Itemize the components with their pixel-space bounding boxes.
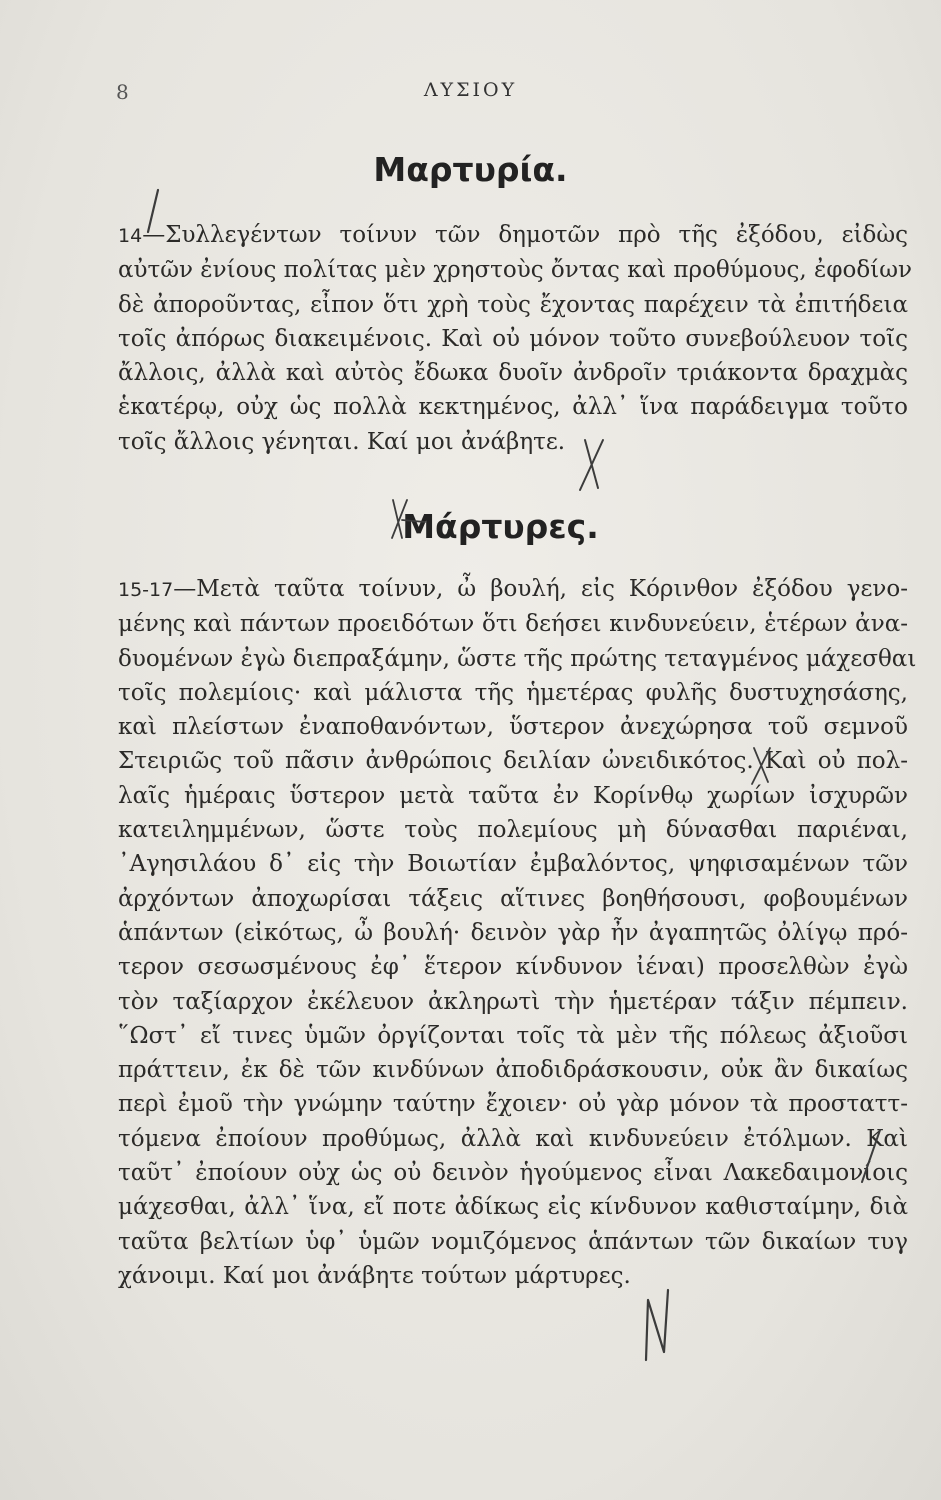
text-line: δυομένων ἐγὼ διεπραξάμην, ὥστε τῆς πρώτης τεταγμένος μάχεσθαι bbox=[118, 645, 917, 672]
text-line: πράττειν, ἐκ δὲ τῶν κινδύνων ἀποδιδράσκουσιν, οὐκ ἂν δικαίως bbox=[118, 1057, 908, 1084]
text-line: ταῦτα βελτίων ὑφ᾽ ὑμῶν νομιζόμενος ἁπάντων τῶν δικαίων τυγ bbox=[118, 1228, 908, 1255]
text-line: μένης καὶ πάντων προειδότων ὅτι δεήσει κινδυνεύειν, ἑτέρων ἀνα- bbox=[118, 611, 908, 638]
text-line: 15-17—Μετὰ ταῦτα τοίνυν, ὦ βουλή, εἰς Κόρινθον ἐξόδου γενο- bbox=[118, 576, 908, 602]
section-number: 14 bbox=[118, 225, 143, 247]
text-line: περὶ ἐμοῦ τὴν γνώμην ταύτην ἔχοιεν· οὐ γὰρ μόνον τὰ προσταττ- bbox=[118, 1091, 908, 1118]
text-line: δὲ ἀποροῦντας, εἶπον ὅτι χρὴ τοὺς ἔχοντας παρέχειν τὰ ἐπιτήδεια bbox=[118, 291, 908, 318]
text-line: καὶ πλείστων ἐναποθανόντων, ὕστερον ἀνεχώρησα τοῦ σεμνοῦ bbox=[118, 714, 908, 741]
text-line: τοῖς ἀπόρως διακειμένοις. Καὶ οὐ μόνον τοῦτο συνεβούλευον τοῖς bbox=[118, 325, 908, 352]
text-line: τὸν ταξίαρχον ἐκέλευον ἀκληρωτὶ τὴν ἡμετέραν τάξιν πέμπειν. bbox=[118, 988, 908, 1015]
pencil-n-mark bbox=[646, 1290, 668, 1360]
text-line: χάνοιμι. Καί μοι ἀνάβητε τούτων μάρτυρες. bbox=[118, 1262, 631, 1289]
text-line: ἀρχόντων ἀποχωρίσαι τάξεις αἵτινες βοηθήσουσι, φοβουμένων bbox=[118, 885, 908, 912]
paragraph-14 bbox=[118, 218, 912, 459]
text-line: τοῖς πολεμίοις· καὶ μάλιστα τῆς ἡμετέρας φυλῆς δυστυχησάσης, bbox=[118, 679, 908, 706]
text-line: λαῖς ἡμέραις ὕστερον μετὰ ταῦτα ἐν Κορίνθῳ χωρίων ἰσχυρῶν bbox=[118, 782, 908, 809]
text-line: 14—Συλλεγέντων τοίνυν τῶν δημοτῶν πρὸ τῆς ἐξόδου, εἰδὼς bbox=[118, 222, 908, 248]
text-line: ῞Ωστ᾽ εἴ τινες ὑμῶν ὀργίζονται τοῖς τὰ μὲν τῆς πόλεως ἀξιοῦσι bbox=[118, 1022, 908, 1049]
section-heading-martyria: Μαρτυρία. bbox=[373, 150, 568, 189]
text-line: κατειλημμένων, ὥστε τοὺς πολεμίους μὴ δύνασθαι παριέναι, bbox=[118, 817, 908, 844]
paragraph-15-17 bbox=[118, 572, 917, 1293]
text-line: αὐτῶν ἐνίους πολίτας μὲν χρηστοὺς ὄντας καὶ προθύμους, ἐφοδίων bbox=[118, 257, 912, 284]
text-line: ἑκατέρῳ, οὐχ ὡς πολλὰ κεκτημένος, ἀλλ᾽ ἵνα παράδειγμα τοῦτο bbox=[118, 394, 908, 421]
running-head: ΛΥΣΙΟΥ bbox=[423, 79, 518, 101]
text-line: τερον σεσωσμένους ἐφ᾽ ἕτερον κίνδυνον ἰέναι) προσελθὼν ἐγὼ bbox=[118, 954, 908, 981]
page-number: 8 bbox=[116, 80, 129, 104]
text-line: Στειριῶς τοῦ πᾶσιν ἀνθρώποις δειλίαν ὠνειδικότος. Καὶ οὐ πολ- bbox=[118, 748, 908, 775]
text-line: τόμενα ἐποίουν προθύμως, ἀλλὰ καὶ κινδυνεύειν ἐτόλμων. Καὶ bbox=[118, 1125, 908, 1152]
section-number: 15-17 bbox=[118, 579, 174, 601]
text-line: ἄλλοις, ἀλλὰ καὶ αὐτὸς ἔδωκα δυοῖν ἀνδροῖν τριάκοντα δραχμὰς bbox=[118, 360, 908, 387]
text-line: ᾿Αγησιλάου δ᾽ εἰς τὴν Βοιωτίαν ἐμβαλόντος, ψηφισαμένων τῶν bbox=[118, 851, 908, 878]
section-heading-martyres: Μάρτυρες. bbox=[402, 507, 599, 546]
text-line: μάχεσθαι, ἀλλ᾽ ἵνα, εἴ ποτε ἀδίκως εἰς κίνδυνον καθισταίμην, διὰ bbox=[118, 1194, 908, 1221]
text-line: ἁπάντων (εἰκότως, ὦ βουλή· δεινὸν γὰρ ἦν ἀγαπητῶς ὀλίγῳ πρό- bbox=[118, 919, 908, 946]
text-line: τοῖς ἄλλοις γένηται. Καί μοι ἀνάβητε. bbox=[118, 428, 566, 455]
text-line: ταῦτ᾽ ἐποίουν οὐχ ὡς οὐ δεινὸν ἡγούμενος εἶναι Λακεδαιμονίοις bbox=[118, 1160, 908, 1187]
